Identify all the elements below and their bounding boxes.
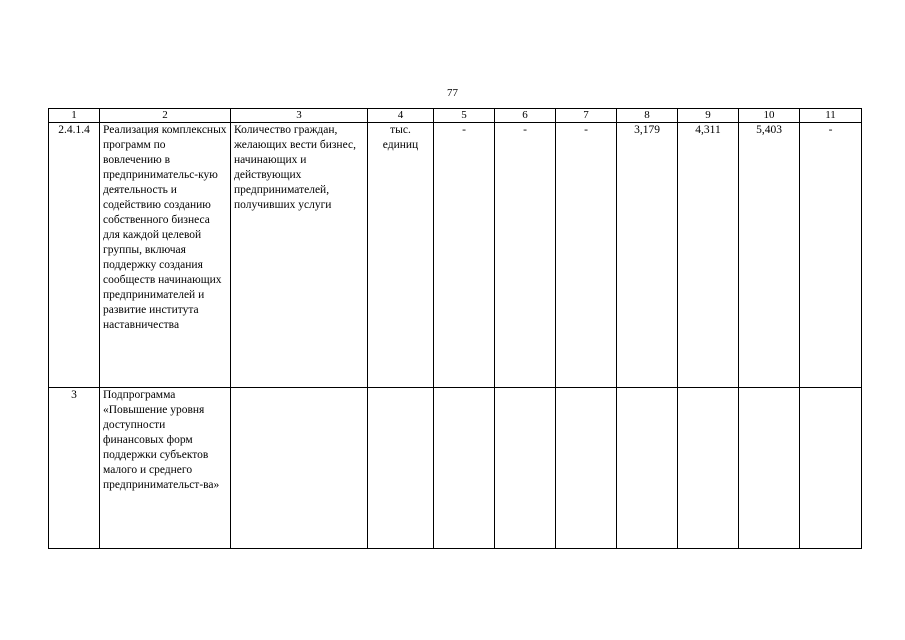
value-cell [800,388,862,549]
value-cell [739,388,800,549]
value-cell: - [495,123,556,388]
table-row [49,388,862,549]
header-cell: 9 [678,109,739,123]
header-cell: 8 [617,109,678,123]
value-cell: - [434,123,495,388]
indicator-name-cell [231,388,368,549]
value-cell: - [556,123,617,388]
header-cell: 4 [368,109,434,123]
value-cell [617,388,678,549]
value-cell: 4,311 [678,123,739,388]
value-cell [434,388,495,549]
table-header-row [49,109,862,123]
header-cell: 7 [556,109,617,123]
indicator-name-cell: Количество граждан, желающих вести бизнес, начинающих и действующих предпринимателей, получивших услуги [231,123,368,388]
value-cell [495,388,556,549]
subprogram-name-cell: Подпрограмма «Повышение уровня доступности финансовых форм поддержки субъектов малого и среднего предпринимательст-ва» [100,388,231,549]
value-cell: - [800,123,862,388]
header-cell: 6 [495,109,556,123]
unit-cell [368,388,434,549]
header-cell: 3 [231,109,368,123]
header-cell: 10 [739,109,800,123]
header-cell: 2 [100,109,231,123]
table-row [49,123,862,388]
indicators-table [48,108,862,549]
event-name-cell: Реализация комплексных программ по вовлечению в предпринимательс-кую деятельность и содействию созданию собственного бизнеса для каждой целевой группы, включая поддержку создания сообществ начинающих предпринимателей и развитие института наставничества [100,123,231,388]
page-number: 77 [447,87,458,99]
unit-cell: тыс. единиц [368,123,434,388]
value-cell [678,388,739,549]
value-cell: 5,403 [739,123,800,388]
value-cell [556,388,617,549]
row-number-cell: 3 [49,388,100,549]
value-cell: 3,179 [617,123,678,388]
header-cell: 5 [434,109,495,123]
row-number-cell: 2.4.1.4 [49,123,100,388]
header-cell: 1 [49,109,100,123]
header-cell: 11 [800,109,862,123]
